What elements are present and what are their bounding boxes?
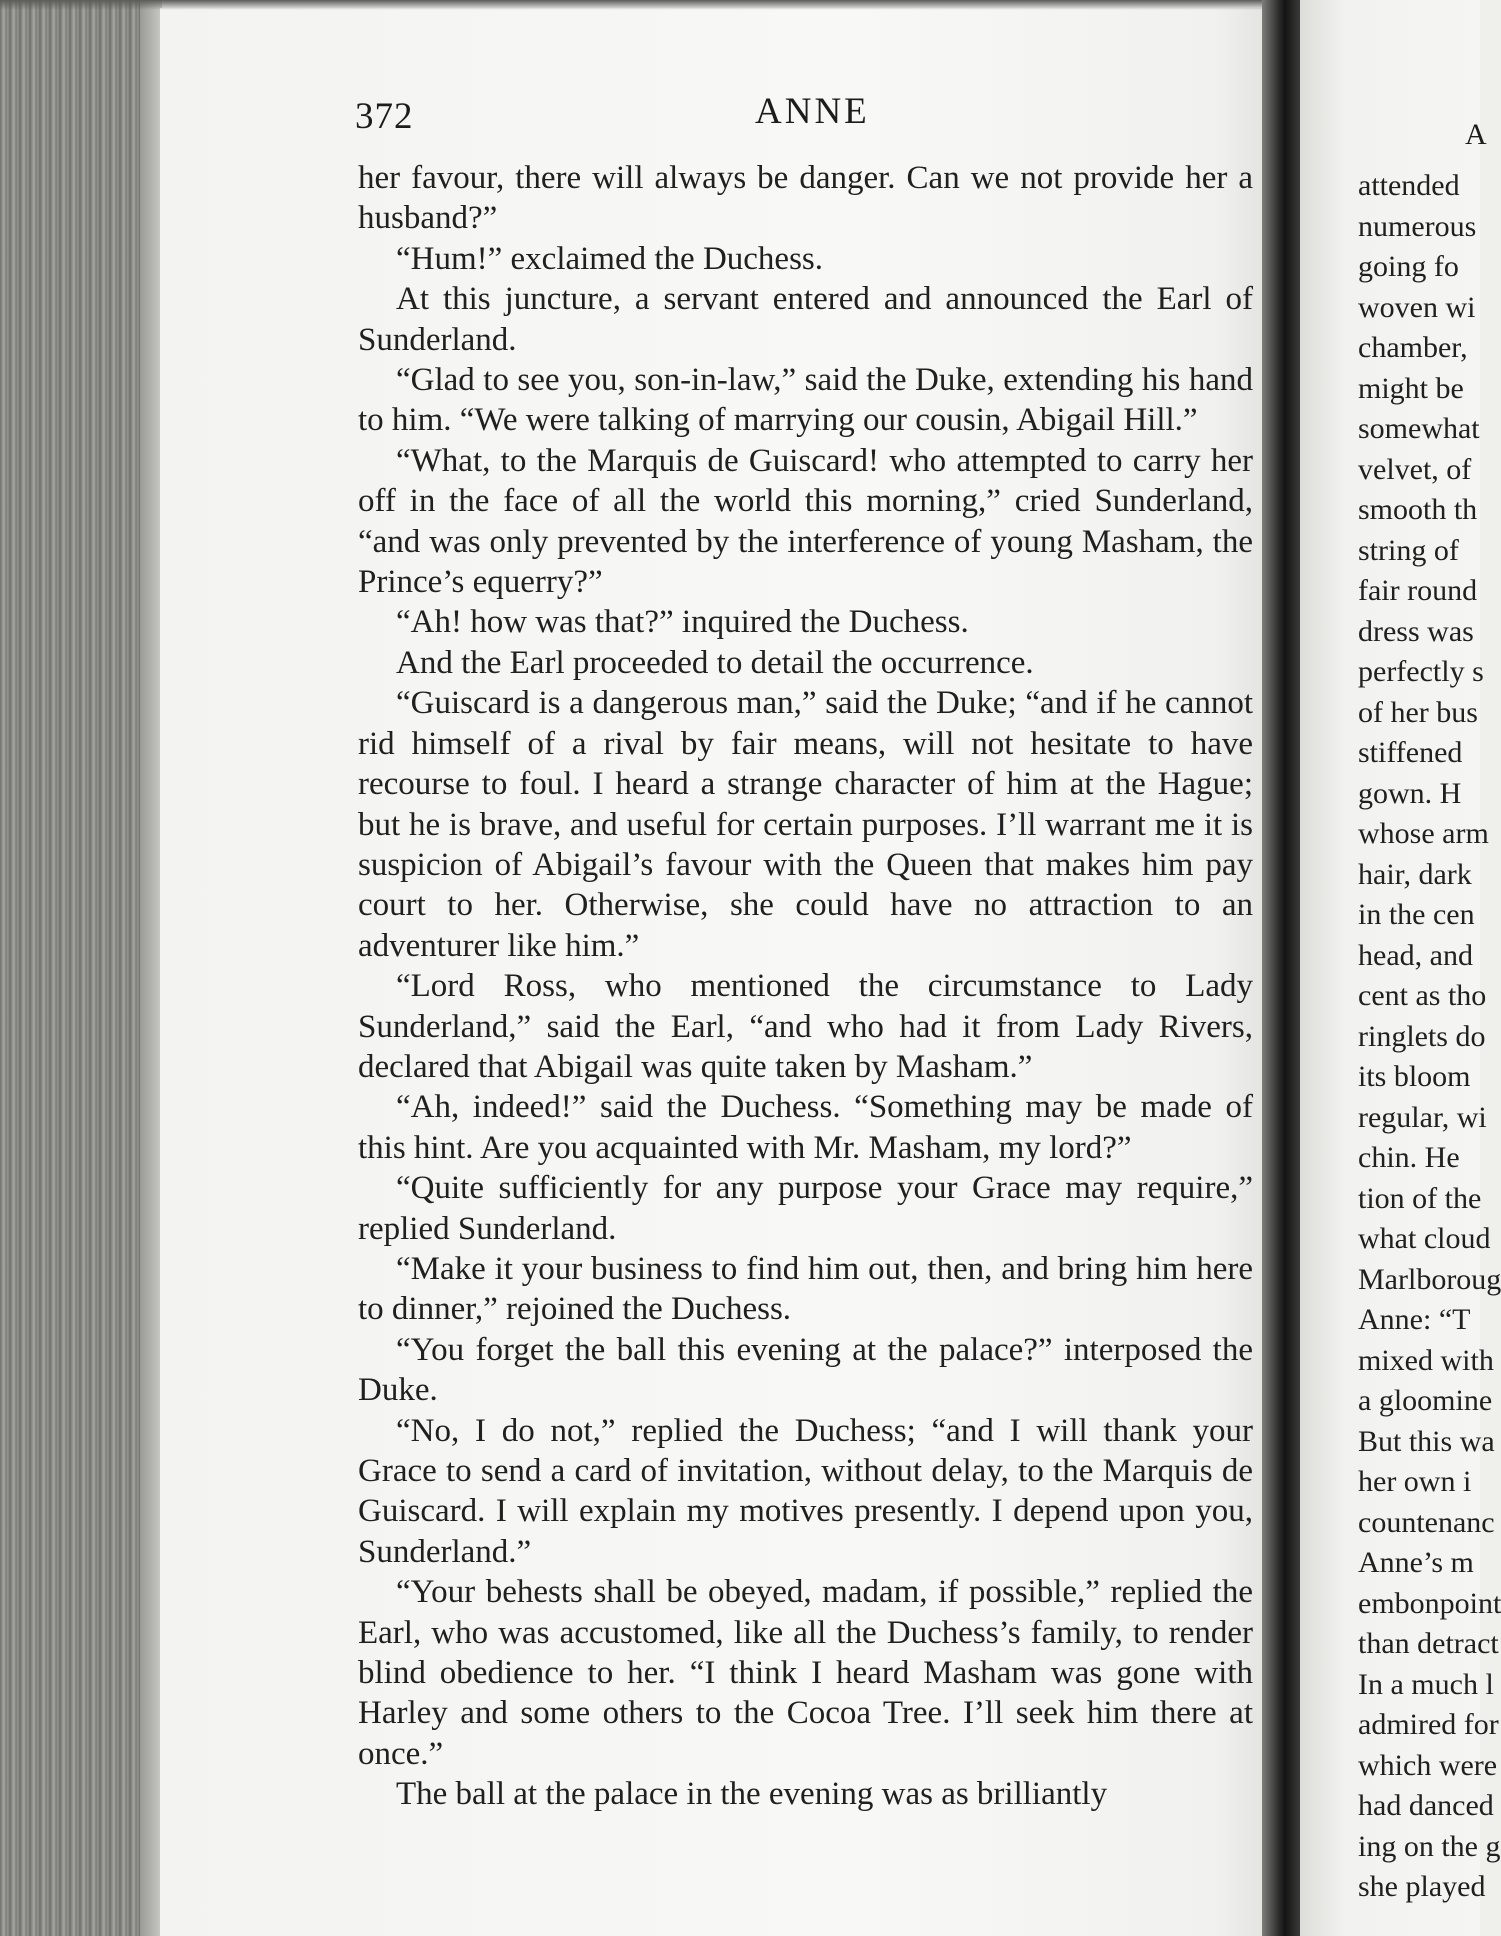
facing-page-line: she played xyxy=(1358,1870,1486,1903)
page-edges xyxy=(0,0,160,1936)
facing-page-line: attended xyxy=(1358,169,1460,202)
facing-page-line: But this wa xyxy=(1358,1424,1495,1458)
facing-page-line: fair round xyxy=(1358,574,1478,607)
facing-page-line: countenanc xyxy=(1358,1505,1495,1539)
facing-page-text xyxy=(1358,166,1501,1908)
body-text xyxy=(358,158,1253,1815)
book-gutter xyxy=(1262,0,1300,1936)
facing-page-line: whose arm xyxy=(1358,817,1489,850)
facing-page-line: dress was xyxy=(1358,614,1474,648)
facing-page-line: hair, dark xyxy=(1358,857,1472,891)
facing-page-line: cent as tho xyxy=(1358,979,1487,1012)
paragraph: “Ah, indeed!” said the Duchess. “Something may be made of this hint. Are you acquainted with Mr. Masham, my lord?” xyxy=(358,1089,1253,1166)
facing-page-line: admired for xyxy=(1358,1708,1499,1741)
paragraph: “Guiscard is a dangerous man,” said the Duke; “and if he cannot rid himself of a rival by fair means, will not hesitate to have recourse to foul. I heard a strange character of him at the Hague; but he is brave, and useful for certain purposes. I’ll warrant me it is suspicion of Abigail’s favour with the Queen that makes him pay court to her. Otherwise, she could have no attraction to an adventurer like him.” xyxy=(358,685,1253,964)
paragraph: And the Earl proceeded to detail the occurrence. xyxy=(396,644,1034,681)
paragraph: “What, to the Marquis de Guiscard! who attempted to carry her off in the face of all the world this morning,” cried Sunderland, “and was only prevented by the interference of young Masham, the Prince’s equerry?” xyxy=(358,442,1253,601)
facing-page-line: what cloud xyxy=(1358,1222,1491,1255)
facing-page-line: woven wi xyxy=(1358,290,1476,324)
paragraph: “Make it your business to find him out, then, and bring him here to dinner,” rejoined the Duchess. xyxy=(358,1250,1253,1328)
facing-page-line: string of xyxy=(1358,533,1459,567)
facing-page-line: tion of the xyxy=(1358,1181,1482,1215)
running-title: ANNE xyxy=(755,91,870,132)
paragraph: “Lord Ross, who mentioned the circumstance to Lady Sunderland,” said the Earl, “and who had it from Lady Rivers, declared that Abigail was quite taken by Masham.” xyxy=(358,968,1253,1085)
facing-page-line: than detract xyxy=(1358,1627,1499,1660)
facing-page-line: numerous xyxy=(1358,209,1477,243)
top-edge-shadow xyxy=(0,0,1300,10)
facing-page-line: stiffened xyxy=(1358,736,1463,769)
facing-page-line: mixed with xyxy=(1358,1343,1494,1377)
facing-page-line: velvet, of xyxy=(1358,452,1472,486)
facing-page-line: its bloom xyxy=(1358,1060,1471,1093)
facing-page-line: smooth th xyxy=(1358,493,1478,526)
facing-page-line: chamber, xyxy=(1358,331,1468,364)
facing-page-line: chin. He xyxy=(1358,1141,1460,1174)
paragraph: her favour, there will always be danger. Can we not provide her a husband?” xyxy=(358,160,1253,237)
facing-page-line: perfectly s xyxy=(1358,655,1484,688)
facing-page-line: Anne’s m xyxy=(1358,1546,1474,1579)
facing-page-line: Anne: “T xyxy=(1358,1303,1471,1336)
facing-page-line: going fo xyxy=(1358,250,1459,283)
facing-page-line: gown. H xyxy=(1358,776,1462,810)
facing-page-line: in the cen xyxy=(1358,898,1475,931)
facing-page-line: ringlets do xyxy=(1358,1019,1486,1053)
facing-page-line: embonpoint xyxy=(1358,1586,1501,1620)
paragraph: “Your behests shall be obeyed, madam, if possible,” replied the Earl, who was accustomed, like all the Duchess’s family, to render blind obedience to her. “I think I heard Masham was gone with Harley and some others to the Cocoa Tree. I’ll seek him there at once.” xyxy=(358,1574,1253,1772)
facing-page-line: which were xyxy=(1358,1748,1498,1782)
facing-page-line: a gloomine xyxy=(1358,1384,1493,1417)
paragraph: “Quite sufficiently for any purpose your Grace may require,” replied Sunderland. xyxy=(358,1170,1253,1247)
facing-page-line: head, and xyxy=(1358,938,1473,972)
facing-page-line: might be xyxy=(1358,371,1464,405)
facing-page-line: ing on the g xyxy=(1358,1829,1501,1863)
paragraph: “Glad to see you, son-in-law,” said the Duke, extending his hand to him. “We were talking of marrying our cousin, Abigail Hill.” xyxy=(358,362,1253,439)
facing-page-line: In a much l xyxy=(1358,1667,1494,1701)
paragraph: “You forget the ball this evening at the palace?” interposed the Duke. xyxy=(358,1331,1253,1409)
facing-page-line: somewhat xyxy=(1358,412,1480,445)
paragraph: “Hum!” exclaimed the Duchess. xyxy=(396,240,824,277)
facing-page-line: her own i xyxy=(1358,1465,1472,1498)
paragraph: The ball at the palace in the evening was as brilliantly xyxy=(396,1776,1108,1813)
page-number: 372 xyxy=(355,96,414,137)
facing-page-line: of her bus xyxy=(1358,695,1478,729)
paragraph: “No, I do not,” replied the Duchess; “and I will thank your Grace to send a card of invitation, without delay, to the Marquis de Guiscard. I will explain my motives presently. I depend upon you, Sunderland.” xyxy=(358,1412,1253,1570)
paragraph: “Ah! how was that?” inquired the Duchess. xyxy=(396,604,969,641)
facing-page-line: regular, wi xyxy=(1358,1100,1487,1134)
paragraph: At this juncture, a servant entered and announced the Earl of Sunderland. xyxy=(358,281,1253,358)
facing-running-head: A xyxy=(1465,118,1487,151)
facing-page-line: had danced xyxy=(1358,1789,1494,1822)
facing-page-line: Marlboroug xyxy=(1358,1262,1501,1296)
